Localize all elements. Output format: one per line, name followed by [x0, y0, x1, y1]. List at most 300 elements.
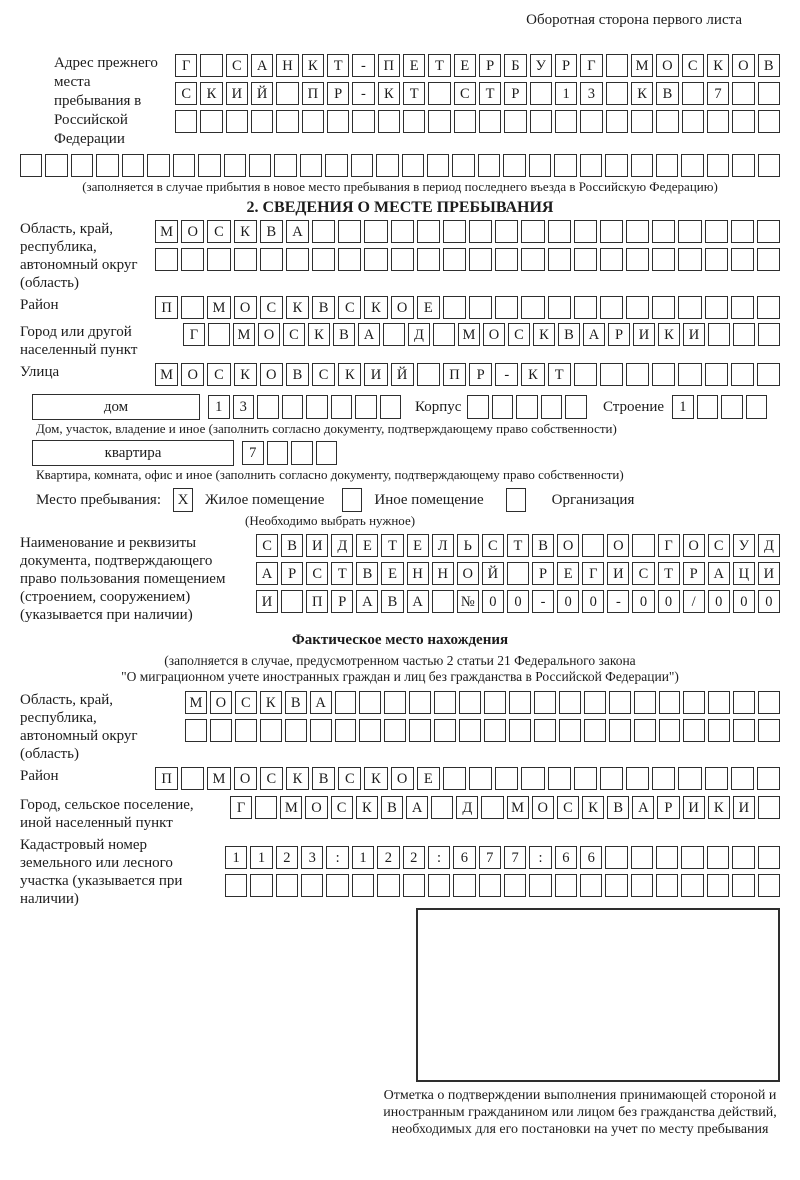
char-cell: Д — [456, 796, 478, 819]
char-cell — [301, 874, 323, 897]
char-cell — [235, 719, 257, 742]
char-cell — [20, 154, 42, 177]
char-cell — [495, 220, 518, 243]
char-cell: О — [258, 323, 280, 346]
char-cell: О — [234, 767, 257, 790]
char-cell — [312, 220, 335, 243]
char-cell — [600, 363, 623, 386]
char-cell — [582, 534, 604, 557]
char-cell — [631, 154, 653, 177]
char-cell: Н — [276, 54, 298, 77]
char-cell — [479, 110, 501, 133]
char-cell: О — [683, 534, 705, 557]
char-cell: О — [181, 363, 204, 386]
char-cell — [335, 691, 357, 714]
char-cell — [548, 248, 571, 271]
char-cell: Д — [331, 534, 353, 557]
char-cell — [733, 323, 755, 346]
char-cell: Г — [175, 54, 197, 77]
char-cell: К — [356, 796, 378, 819]
char-cell — [708, 719, 730, 742]
char-cell — [529, 154, 551, 177]
actual-location-note2: "О миграционном учете иностранных граждан и лиц без гражданства в Российской Федерации") — [121, 669, 679, 684]
char-cell: К — [521, 363, 544, 386]
char-cell: О — [457, 562, 479, 585]
char-cell: Р — [555, 54, 577, 77]
char-cell: 0 — [557, 590, 579, 613]
char-cell — [580, 154, 602, 177]
char-cell — [459, 719, 481, 742]
char-cell — [541, 395, 563, 419]
char-cell — [534, 691, 556, 714]
char-cell — [96, 154, 118, 177]
char-cell: Т — [331, 562, 353, 585]
char-cell — [681, 846, 703, 869]
char-cell: М — [155, 363, 178, 386]
char-cell: С — [708, 534, 730, 557]
char-cell: С — [557, 796, 579, 819]
char-cell — [428, 110, 450, 133]
char-cell — [555, 874, 577, 897]
char-cell — [364, 248, 387, 271]
char-cell: К — [302, 54, 324, 77]
char-cell — [291, 441, 313, 465]
char-cell — [432, 590, 454, 613]
char-cell — [574, 767, 597, 790]
char-cell — [469, 248, 492, 271]
char-cell — [200, 54, 222, 77]
apartment-row — [32, 440, 780, 466]
char-cell: В — [758, 54, 780, 77]
char-cell — [210, 719, 232, 742]
char-cell — [732, 874, 754, 897]
char-cell — [732, 846, 754, 869]
char-cell: Й — [482, 562, 504, 585]
char-cell — [428, 874, 450, 897]
char-cell: Т — [548, 363, 571, 386]
char-cell — [351, 154, 373, 177]
char-row — [155, 363, 780, 386]
char-cell: П — [155, 296, 178, 319]
actual-district-label: Район — [20, 768, 59, 784]
option-zhiloe-label: Жилое помещение — [205, 491, 325, 508]
char-cell — [555, 110, 577, 133]
char-cell — [652, 220, 675, 243]
char-cell: 1 — [555, 82, 577, 105]
char-cell — [631, 874, 653, 897]
char-cell: В — [286, 363, 309, 386]
char-cell — [574, 363, 597, 386]
char-cell: И — [683, 323, 705, 346]
char-cell: 7 — [707, 82, 729, 105]
char-cell — [417, 363, 440, 386]
char-cell — [481, 796, 503, 819]
char-cell — [632, 534, 654, 557]
char-cell — [530, 110, 552, 133]
char-row — [225, 874, 780, 897]
char-cell — [605, 154, 627, 177]
char-cell: В — [558, 323, 580, 346]
char-cell — [609, 691, 631, 714]
char-cell — [453, 874, 475, 897]
char-cell: Р — [657, 796, 679, 819]
char-cell — [484, 719, 506, 742]
char-cell: 3 — [580, 82, 602, 105]
char-cell — [626, 363, 649, 386]
char-cell — [226, 110, 248, 133]
cadastral-field — [20, 836, 780, 908]
char-cell — [376, 154, 398, 177]
char-cell: Т — [327, 54, 349, 77]
char-cell: С — [207, 220, 230, 243]
char-cell — [757, 767, 780, 790]
char-cell — [758, 82, 780, 105]
char-cell — [732, 82, 754, 105]
char-cell — [391, 248, 414, 271]
district-label: Район — [20, 297, 59, 313]
char-cell — [452, 154, 474, 177]
char-cell: Н — [407, 562, 429, 585]
char-row — [256, 534, 780, 557]
prev-address-note: (заполняется в случае прибытия в новое место пребывания в период последнего въезда в Российскую Федерацию) — [82, 179, 718, 194]
char-cell: И — [256, 590, 278, 613]
char-cell: Р — [327, 82, 349, 105]
char-cell: 0 — [708, 590, 730, 613]
char-cell — [355, 395, 377, 419]
char-cell — [185, 719, 207, 742]
char-cell — [200, 110, 222, 133]
char-cell: О — [260, 363, 283, 386]
char-cell: М — [155, 220, 178, 243]
char-cell: 7 — [479, 846, 501, 869]
char-cell: П — [306, 590, 328, 613]
house-note: Дом, участок, владение и иное (заполнить согласно документу, подтверждающему право собственности) — [36, 421, 617, 436]
actual-city-label: Город, сельское поселение, иной населенный пункт — [20, 797, 194, 831]
char-cell — [683, 719, 705, 742]
char-cell: Т — [658, 562, 680, 585]
char-cell — [758, 796, 780, 819]
char-cell — [380, 395, 402, 419]
char-cell — [181, 248, 204, 271]
char-cell — [122, 154, 144, 177]
char-cell — [521, 220, 544, 243]
char-cell: К — [308, 323, 330, 346]
char-cell: М — [207, 767, 230, 790]
stay-place-label: Место пребывания: — [36, 491, 161, 508]
char-cell — [548, 767, 571, 790]
document-label: Наименование и реквизиты документа, подтверждающего право пользования помещением (строением, сооружением) (указывается при наличии) — [20, 535, 226, 623]
char-cell: С — [632, 562, 654, 585]
char-cell: 7 — [504, 846, 526, 869]
char-cell: Й — [251, 82, 273, 105]
checkbox-zhiloe: X — [173, 488, 193, 512]
char-cell: О — [234, 296, 257, 319]
char-cell — [492, 395, 514, 419]
char-cell: И — [306, 534, 328, 557]
char-cell — [503, 154, 525, 177]
char-cell: Й — [391, 363, 414, 386]
char-cell — [338, 220, 361, 243]
char-cell: К — [260, 691, 282, 714]
char-cell — [378, 110, 400, 133]
char-cell: Д — [758, 534, 780, 557]
checkbox-inoe — [342, 488, 362, 512]
char-cell — [251, 110, 273, 133]
stay-place-row — [20, 488, 780, 512]
char-cell: О — [391, 296, 414, 319]
char-cell — [359, 691, 381, 714]
char-cell — [417, 220, 440, 243]
char-cell — [443, 767, 466, 790]
char-cell: С — [235, 691, 257, 714]
char-cell: А — [358, 323, 380, 346]
char-cell — [495, 248, 518, 271]
char-cell: Р — [608, 323, 630, 346]
char-cell — [326, 874, 348, 897]
char-cell: Р — [331, 590, 353, 613]
char-cell: О — [210, 691, 232, 714]
char-cell: М — [185, 691, 207, 714]
char-cell: В — [285, 691, 307, 714]
char-cell — [250, 874, 272, 897]
char-cell — [384, 691, 406, 714]
char-cell: В — [656, 82, 678, 105]
char-cell — [584, 719, 606, 742]
char-cell — [626, 248, 649, 271]
char-cell: В — [281, 534, 303, 557]
char-cell — [548, 220, 571, 243]
char-cell: С — [260, 296, 283, 319]
char-cell — [678, 220, 701, 243]
char-cell — [403, 874, 425, 897]
char-cell: А — [583, 323, 605, 346]
char-cell — [208, 323, 230, 346]
char-cell — [459, 691, 481, 714]
char-row — [155, 220, 780, 243]
char-cell — [383, 323, 405, 346]
char-cell — [606, 110, 628, 133]
char-cell: А — [406, 796, 428, 819]
char-cell — [731, 363, 754, 386]
char-cell: Р — [683, 562, 705, 585]
char-cell — [757, 296, 780, 319]
char-cell: К — [234, 363, 257, 386]
char-cell — [559, 691, 581, 714]
char-cell — [207, 248, 230, 271]
char-cell — [631, 846, 653, 869]
apartment-box: квартира — [32, 440, 234, 466]
char-cell: К — [364, 767, 387, 790]
char-cell — [300, 154, 322, 177]
char-cell: 6 — [555, 846, 577, 869]
char-cell — [257, 395, 279, 419]
char-cell: П — [378, 54, 400, 77]
char-cell — [306, 395, 328, 419]
char-row — [672, 395, 767, 419]
char-cell — [234, 248, 257, 271]
char-cell: С — [175, 82, 197, 105]
char-cell: А — [356, 590, 378, 613]
char-cell — [634, 691, 656, 714]
char-cell — [331, 395, 353, 419]
char-cell: М — [280, 796, 302, 819]
char-cell: Е — [381, 562, 403, 585]
char-cell: М — [233, 323, 255, 346]
char-cell: О — [483, 323, 505, 346]
document-field — [20, 534, 780, 624]
section2-title: 2. СВЕДЕНИЯ О МЕСТЕ ПРЕБЫВАНИЯ — [246, 199, 554, 216]
char-cell — [443, 248, 466, 271]
char-cell — [758, 691, 780, 714]
char-cell: 3 — [233, 395, 255, 419]
option-inoe-label: Иное помещение — [374, 491, 484, 508]
char-cell: И — [758, 562, 780, 585]
char-cell — [276, 874, 298, 897]
char-cell: 0 — [507, 590, 529, 613]
char-cell — [705, 296, 728, 319]
char-cell: К — [582, 796, 604, 819]
char-cell — [606, 54, 628, 77]
char-cell: - — [352, 54, 374, 77]
char-cell: 0 — [482, 590, 504, 613]
char-cell — [708, 691, 730, 714]
choose-note: (Необходимо выбрать нужное) — [245, 513, 416, 528]
char-cell: К — [708, 796, 730, 819]
char-cell: К — [200, 82, 222, 105]
char-cell — [521, 296, 544, 319]
char-cell: В — [333, 323, 355, 346]
char-cell — [302, 110, 324, 133]
char-cell — [683, 691, 705, 714]
char-cell: № — [457, 590, 479, 613]
char-cell: К — [631, 82, 653, 105]
char-cell: К — [378, 82, 400, 105]
char-cell — [338, 248, 361, 271]
char-cell — [434, 691, 456, 714]
char-cell — [377, 874, 399, 897]
korpus-label: Корпус — [415, 398, 462, 415]
registration-stamp-box — [416, 908, 780, 1082]
char-cell — [609, 719, 631, 742]
char-cell — [707, 110, 729, 133]
char-cell: Е — [356, 534, 378, 557]
char-cell — [504, 110, 526, 133]
char-cell: К — [533, 323, 555, 346]
char-cell: А — [256, 562, 278, 585]
char-cell — [705, 220, 728, 243]
char-cell — [327, 110, 349, 133]
char-row-full-width — [20, 154, 780, 177]
char-cell — [391, 220, 414, 243]
char-cell — [352, 110, 374, 133]
char-cell: 1 — [208, 395, 230, 419]
char-cell — [746, 395, 768, 419]
char-row — [175, 82, 780, 105]
char-cell: П — [155, 767, 178, 790]
char-cell: 1 — [250, 846, 272, 869]
char-cell: 6 — [453, 846, 475, 869]
char-cell: Г — [582, 562, 604, 585]
char-cell — [682, 110, 704, 133]
char-cell — [659, 719, 681, 742]
char-cell: С — [482, 534, 504, 557]
region-field — [20, 220, 780, 292]
char-row — [175, 110, 780, 133]
char-cell: С — [226, 54, 248, 77]
char-cell — [521, 767, 544, 790]
char-row — [155, 248, 780, 271]
char-cell: М — [507, 796, 529, 819]
char-cell — [495, 296, 518, 319]
char-cell — [574, 220, 597, 243]
char-row — [467, 395, 587, 419]
char-cell — [359, 719, 381, 742]
char-cell: 0 — [658, 590, 680, 613]
char-cell: Е — [417, 296, 440, 319]
char-cell — [276, 82, 298, 105]
char-cell: О — [181, 220, 204, 243]
char-cell: А — [310, 691, 332, 714]
char-cell: Г — [658, 534, 680, 557]
actual-region-field — [20, 691, 780, 763]
char-cell — [534, 719, 556, 742]
char-cell — [656, 110, 678, 133]
char-cell: О — [391, 767, 414, 790]
char-cell: К — [286, 767, 309, 790]
char-cell — [682, 82, 704, 105]
char-cell: 2 — [377, 846, 399, 869]
char-cell — [705, 248, 728, 271]
char-cell — [731, 220, 754, 243]
char-cell — [274, 154, 296, 177]
prev-address-label: Адрес прежнего места пребывания в Российской Федерации — [54, 55, 158, 147]
char-cell — [574, 248, 597, 271]
char-cell: И — [733, 796, 755, 819]
char-cell — [316, 441, 338, 465]
char-cell — [409, 691, 431, 714]
char-cell — [731, 248, 754, 271]
char-cell — [678, 767, 701, 790]
char-cell — [181, 767, 204, 790]
char-cell — [409, 719, 431, 742]
char-cell: 0 — [632, 590, 654, 613]
city-field — [20, 323, 780, 359]
char-cell — [509, 691, 531, 714]
char-cell — [758, 846, 780, 869]
char-cell: В — [381, 796, 403, 819]
char-cell — [469, 220, 492, 243]
char-cell: А — [708, 562, 730, 585]
char-cell: Л — [432, 534, 454, 557]
char-cell — [479, 874, 501, 897]
char-cell — [757, 220, 780, 243]
char-cell — [325, 154, 347, 177]
actual-district-field — [20, 767, 780, 790]
char-cell: К — [286, 296, 309, 319]
char-cell: К — [338, 363, 361, 386]
char-cell — [605, 874, 627, 897]
char-cell — [652, 363, 675, 386]
char-cell: Е — [403, 54, 425, 77]
char-cell: О — [305, 796, 327, 819]
house-box: дом — [32, 394, 200, 420]
stamp-box-note: Отметка о подтверждении выполнения принимающей стороной и иностранным гражданином или лицом без гражданства действий, необходимых для его постановки на учет по месту пребывания — [383, 1088, 777, 1137]
char-cell — [600, 248, 623, 271]
char-cell — [260, 719, 282, 742]
char-cell — [443, 220, 466, 243]
char-cell — [548, 296, 571, 319]
char-cell — [469, 296, 492, 319]
